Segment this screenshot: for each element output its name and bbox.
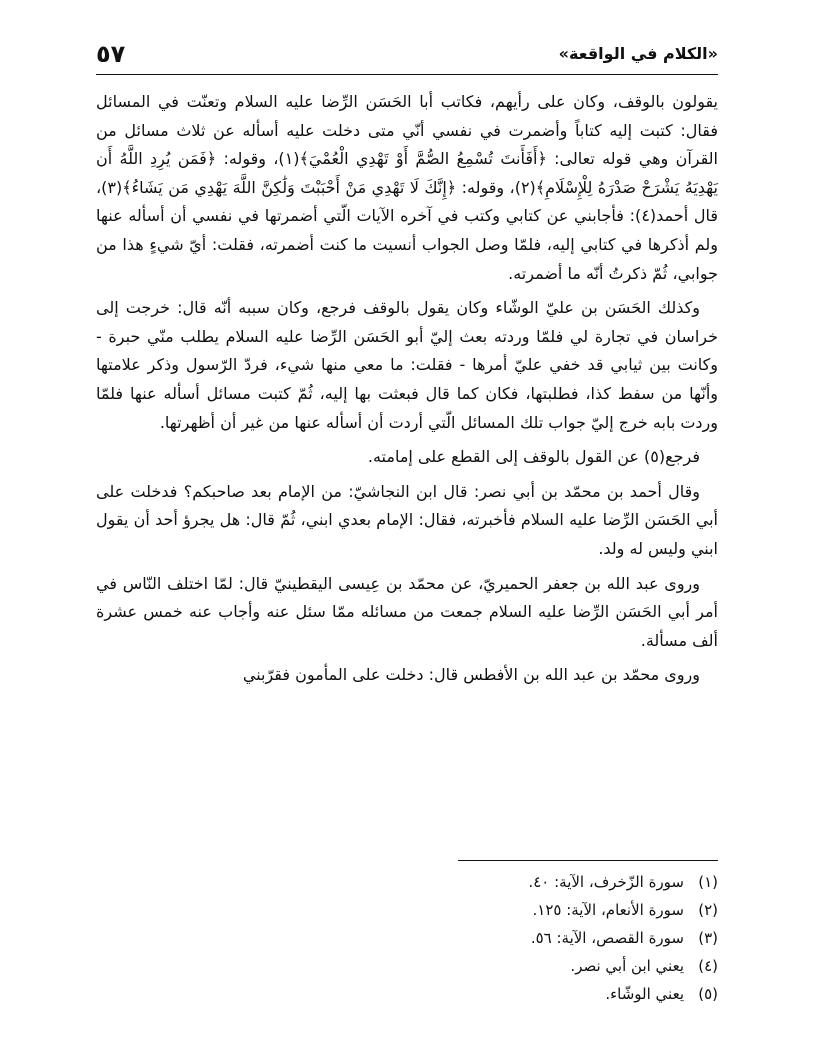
running-title: «الكلام في الواقعة» — [558, 44, 718, 63]
footnote-number: (٣) — [698, 929, 718, 947]
paragraph: وقال أحمد بن محمّد بن أبي نصر: قال ابن النجاشيّ: من الإمام بعد صاحبكم؟ فدخلت على أبي الحَسَن الرِّضا عليه السلام فأخبرته، فقال: الإمام بعدي ابني، ثُمّ قال: هل يجرؤ أحد أن يقول ابني وليس له ولد. — [96, 481, 718, 558]
footnote — [96, 924, 718, 952]
footnote — [96, 980, 718, 1008]
page-header — [96, 40, 718, 75]
footnote-number: (١) — [698, 873, 718, 891]
footnote-text: يعني ابن أبي نصر. — [570, 957, 684, 975]
footnote — [96, 952, 718, 980]
footnote-number: (٥) — [698, 985, 718, 1003]
footnote — [96, 896, 718, 924]
paragraph: وكذلك الحَسَن بن عليّ الوشّاء وكان يقول بالوقف فرجع، وكان سببه أنّه قال: خرجت إلى خراسان في تجارة لي فلمّا وردته بعث إليّ أبو الحَسَن الرِّضا عليه السلام يطلب منّي حبرة - وكانت بين ثيابي قد خفي عليّ أمرها - فقلت: ما معي منها شيء، فردّ الرّسول وذكر علامتها وأنّها من سفط كذا، فطلبتها، فكان كما قال فبعثت بها إليه، ثُمّ كتبت مسائل أسأله عنها فلمّا وردت بابه خرج إليّ جواب تلك المسائل الّتي أردت أن أسأله عنها من غير أن أظهرتها. — [96, 298, 718, 432]
footnote-text: سورة القصص، الآية: ٥٦. — [530, 929, 684, 947]
footnote-text: يعني الوشّاء. — [605, 985, 684, 1003]
paragraph: فرجع(٥) عن القول بالوقف إلى القطع على إمامته. — [367, 447, 700, 467]
footnote — [96, 868, 718, 896]
footnote-divider — [458, 860, 718, 861]
page-number: ٥٧ — [96, 40, 126, 68]
footnote-number: (٢) — [698, 901, 718, 919]
body-text — [96, 88, 718, 696]
paragraph: يقولون بالوقف، وكان على رأيهم، فكاتب أبا الحَسَن الرِّضا عليه السلام وتعنّت في المسائل فقال: كتبت إليه كتاباً وأضمرت في نفسي أنّي متى دخلت عليه أسأله عن ثلاث مسائل من القرآن وهي قوله تعالى: ﴿أَفَأَنتَ تُسْمِعُ الصُّمَّ أَوْ تَهْدِي الْعُمْيَ﴾(١)، وقوله: ﴿فَمَن يُرِدِ اللَّهُ أَن يَهْدِيَهُ يَشْرَحْ صَدْرَهُ لِلْإِسْلَامِ﴾(٢)، وقوله: ﴿إِنَّكَ لَا تَهْدِي مَنْ أَحْبَبْتَ وَلَٰكِنَّ اللَّهَ يَهْدِي مَن يَشَاءُ﴾(٣)، قال أحمد(٤): فأجابني عن كتابي وكتب في آخره الآيات الّتي أضمرتها في نفسي أن أسأله عنها ولم أذكرها في كتابي إليه، فلمّا وصل الجواب أنسيت ما كنت أضمرته، فقلت: أيّ شيءٍ هذا من جوابي، ثُمّ ذكرتُ أنّه ما أضمرته. — [96, 92, 719, 283]
footnote-text: سورة الزّخرف، الآية: ٤٠. — [528, 873, 684, 891]
footnote-text: سورة الأنعام، الآية: ١٢٥. — [532, 901, 684, 919]
paragraph: وروى محمّد بن عبد الله بن الأفطس قال: دخلت على المأمون فقرّبني — [242, 665, 700, 685]
footnotes — [96, 868, 718, 1008]
paragraph: وروى عبد الله بن جعفر الحميريّ، عن محمّد بن عِيسى اليقطينيّ قال: لمّا اختلف النّاس في أمر أبي الحَسَن الرِّضا عليه السلام جمعت من مسائله ممّا سئل عنه وأجاب عنه خمس عشرة ألف مسألة. — [96, 573, 718, 650]
footnote-number: (٤) — [698, 957, 718, 975]
